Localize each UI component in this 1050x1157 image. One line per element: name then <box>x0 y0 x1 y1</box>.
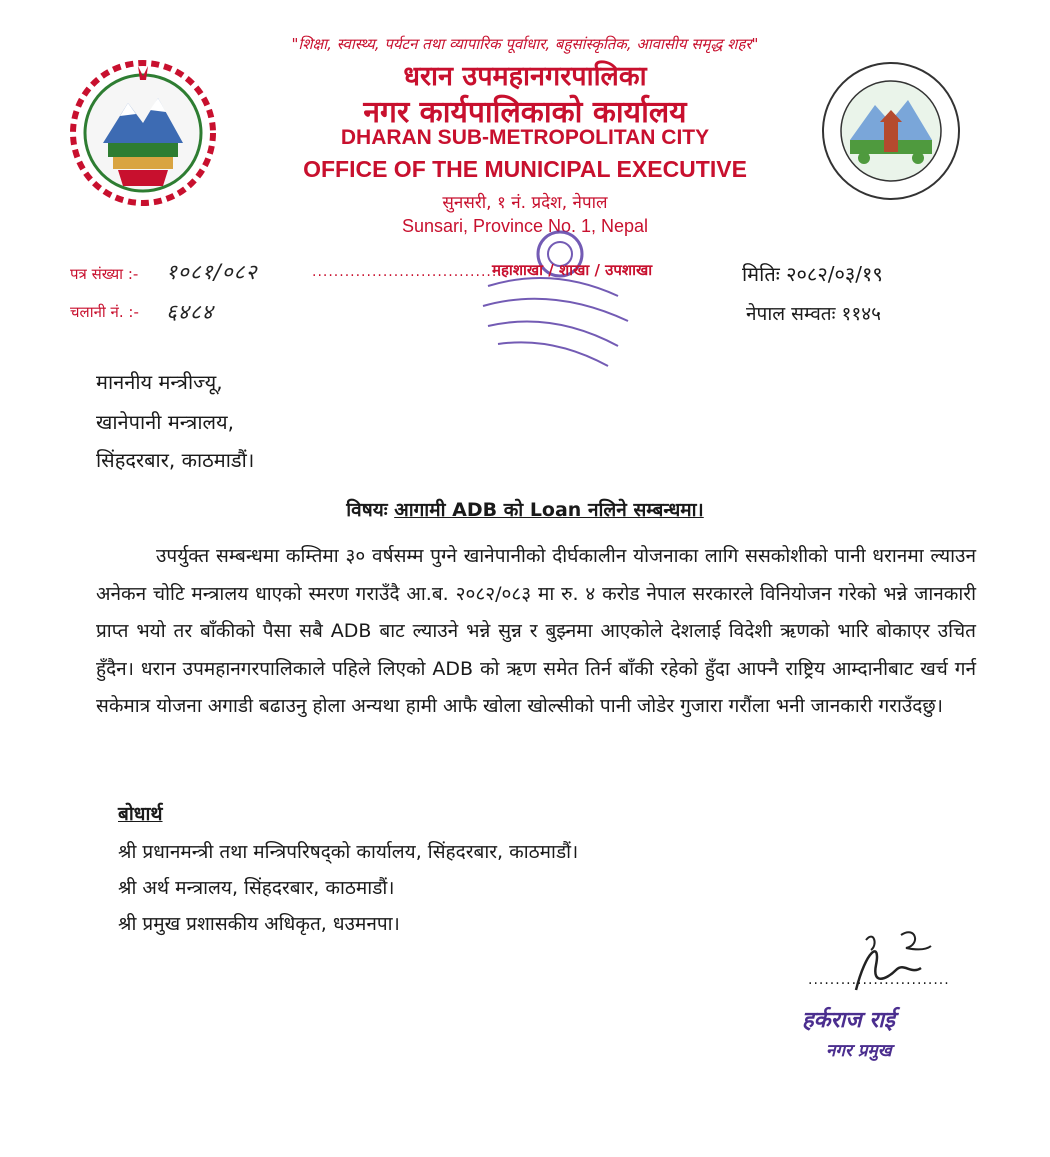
office-name-english: DHARAN SUB-METROPOLITAN CITY <box>340 126 710 149</box>
nepal-era-date: नेपाल सम्वतः ११४५ <box>746 303 881 325</box>
office-subtitle-nepali: नगर कार्यपालिकाको कार्यालय <box>363 95 687 130</box>
subject-line <box>0 496 1050 522</box>
address-nepali: सुनसरी, १ नं. प्रदेश, नेपाल <box>442 193 608 213</box>
signature-line: .......................... <box>808 972 950 988</box>
cc-item: श्री प्रमुख प्रशासकीय अधिकृत, धउमनपा। <box>118 913 400 935</box>
signatory-title: नगर प्रमुख <box>826 1041 892 1061</box>
letter-body: उपर्युक्त सम्बन्धमा कम्तिमा ३० वर्षसम्म पुग्ने खानेपानीको दीर्घकालीन योजनाका लागि ससकोशीको पानी धरानमा ल्याउन अनेकन चोटि मन्त्रालय धाएको स्मरण गराउँदै आ.ब. २०८२/०८३ मा रु. ४ करोड नेपाल सरकारले विनियोजन गरेको भन्ने जानकारी प्राप्त भयो तर बाँकीको पैसा सबै ADB बाट ल्याउने भन्ने सुन्न र बुझ्नमा आएकोले देशलाई विदेशी ऋणको भारि बोकाएर उचित हुँदैन। धरान उपमहानगरपालिकाले पहिले लिएको ADB को ऋण समेत तिर्न बाँकी रहेको हुँदा आफ्नै राष्ट्रिय आम्दानीबाट खर्च गर्न सकेमात्र योजना अगाडी बढाउनु होला अन्यथा हामी आफै खोला खोल्सीको पानी जोडेर गुजारा गरौंला भनी जानकारी गराउँदछु। <box>96 545 976 717</box>
section-dotted-line: ................................... <box>312 264 503 280</box>
office-stamp-icon <box>468 226 638 376</box>
letter-date: मितिः २०८२/०३/१९ <box>742 262 883 286</box>
signatory-name: हर्कराज राई <box>802 1008 895 1033</box>
reference-number-label: पत्र संख्या :- <box>70 265 139 283</box>
dispatch-number-label: चलानी नं. :- <box>70 303 139 321</box>
section-label: महाशाखा / शाखा / उपशाखा <box>492 261 653 279</box>
signature-icon <box>826 920 946 1000</box>
cc-heading: बोधार्थ <box>118 803 163 825</box>
addressee-line-2: खानेपानी मन्त्रालय, <box>96 410 235 434</box>
subject-label: विषयः <box>346 499 388 521</box>
reference-number-value: १०८१/०८२ <box>166 260 258 284</box>
addressee-line-3: सिंहदरबार, काठमाडौं। <box>96 448 255 472</box>
addressee-line-1: माननीय मन्त्रीज्यू, <box>96 370 223 394</box>
dispatch-number-value: ६४८४ <box>166 300 214 324</box>
motto: "शिक्षा, स्वास्थ्य, पर्यटन तथा व्यापारिक पूर्वाधार, बहुसांस्कृतिक, आवासीय समृद्ध शहर" <box>291 35 759 53</box>
cc-item: श्री प्रधानमन्त्री तथा मन्त्रिपरिषद्को कार्यालय, सिंहदरबार, काठमाडौं। <box>118 841 579 863</box>
cc-item: श्री अर्थ मन्त्रालय, सिंहदरबार, काठमाडौं। <box>118 877 395 899</box>
subject-text: आगामी ADB को Loan नलिने सम्बन्धमा। <box>394 499 704 521</box>
office-name-nepali: धरान उपमहानगरपालिका <box>403 61 647 92</box>
office-subtitle-english: OFFICE OF THE MUNICIPAL EXECUTIVE <box>303 156 747 182</box>
address-english: Sunsari, Province No. 1, Nepal <box>401 216 649 236</box>
